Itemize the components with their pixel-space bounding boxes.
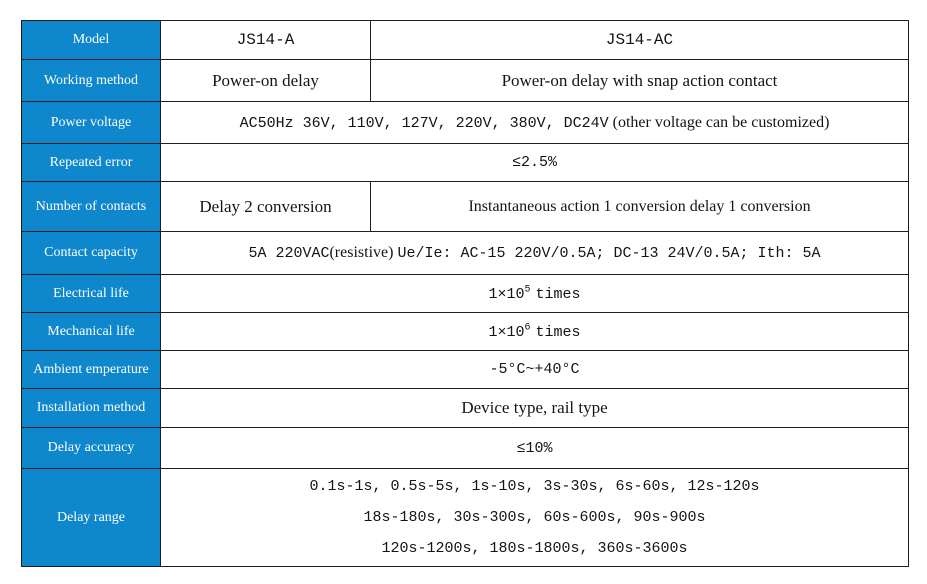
cell-mechanical-life — [161, 313, 909, 351]
row-label-delay-accuracy: Delay accuracy — [22, 428, 161, 469]
spec-table — [21, 20, 909, 567]
cell-contacts-js14ac: Instantaneous action 1 conversion delay 1 conversion — [371, 182, 909, 232]
table-row — [22, 144, 909, 182]
cell-repeated-error: ≤2.5% — [161, 144, 909, 182]
cell-contacts-js14a: Delay 2 conversion — [161, 182, 371, 232]
electrical-life-unit: times — [535, 285, 581, 303]
row-label-mechanical-life: Mechanical life — [22, 313, 161, 351]
row-label-electrical-life: Electrical life — [22, 275, 161, 313]
contact-capacity-note: (resistive) — [329, 244, 394, 261]
row-label-installation-method: Installation method — [22, 389, 161, 428]
contact-capacity-main: 5A 220VAC — [248, 245, 330, 262]
table-row — [22, 182, 909, 232]
cell-contact-capacity — [161, 232, 909, 275]
row-label-ambient-temperature: Ambient emperature — [22, 351, 161, 389]
table-row — [22, 428, 909, 469]
row-label-repeated-error: Repeated error — [22, 144, 161, 182]
cell-delay-range — [161, 469, 909, 567]
electrical-life-base: 1×10 — [488, 285, 525, 303]
table-row — [22, 389, 909, 428]
table-row — [22, 469, 909, 567]
cell-model-js14a: JS14-A — [161, 21, 371, 60]
cell-model-js14ac: JS14-AC — [371, 21, 909, 60]
delay-range-line-2: 18s-180s, 30s-300s, 60s-600s, 90s-900s — [363, 509, 706, 526]
contact-capacity-ratings: Ue/Ie: AC-15 220V/0.5A; DC-13 24V/0.5A; Ith: 5A — [397, 245, 821, 262]
row-label-contact-capacity: Contact capacity — [22, 232, 161, 275]
cell-ambient-temperature: -5°C~+40°C — [161, 351, 909, 389]
cell-installation-method: Device type, rail type — [161, 389, 909, 428]
power-voltage-value: AC50Hz 36V, 110V, 127V, 220V, 380V, DC24V — [239, 114, 609, 132]
cell-working-method-js14ac: Power-on delay with snap action contact — [371, 60, 909, 102]
cell-working-method-js14a: Power-on delay — [161, 60, 371, 102]
row-label-number-of-contacts: Number of contacts — [22, 182, 161, 232]
table-row — [22, 102, 909, 144]
row-label-model: Model — [22, 21, 161, 60]
row-label-delay-range: Delay range — [22, 469, 161, 567]
row-label-working-method: Working method — [22, 60, 161, 102]
table-row — [22, 232, 909, 275]
power-voltage-note: (other voltage can be customized) — [612, 113, 830, 131]
table-row — [22, 351, 909, 389]
table-row — [22, 313, 909, 351]
mechanical-life-exponent: 6 — [524, 322, 531, 334]
mechanical-life-unit: times — [535, 323, 581, 341]
table-row — [22, 275, 909, 313]
electrical-life-exponent: 5 — [524, 284, 531, 296]
delay-range-line-3: 120s-1200s, 180s-1800s, 360s-3600s — [381, 540, 688, 557]
row-label-power-voltage: Power voltage — [22, 102, 161, 144]
cell-electrical-life — [161, 275, 909, 313]
mechanical-life-base: 1×10 — [488, 323, 525, 341]
table-row — [22, 60, 909, 102]
cell-delay-accuracy: ≤10% — [161, 428, 909, 469]
table-row — [22, 21, 909, 60]
delay-range-line-1: 0.1s-1s, 0.5s-5s, 1s-10s, 3s-30s, 6s-60s, 12s-120s — [309, 478, 760, 495]
cell-power-voltage — [161, 102, 909, 144]
